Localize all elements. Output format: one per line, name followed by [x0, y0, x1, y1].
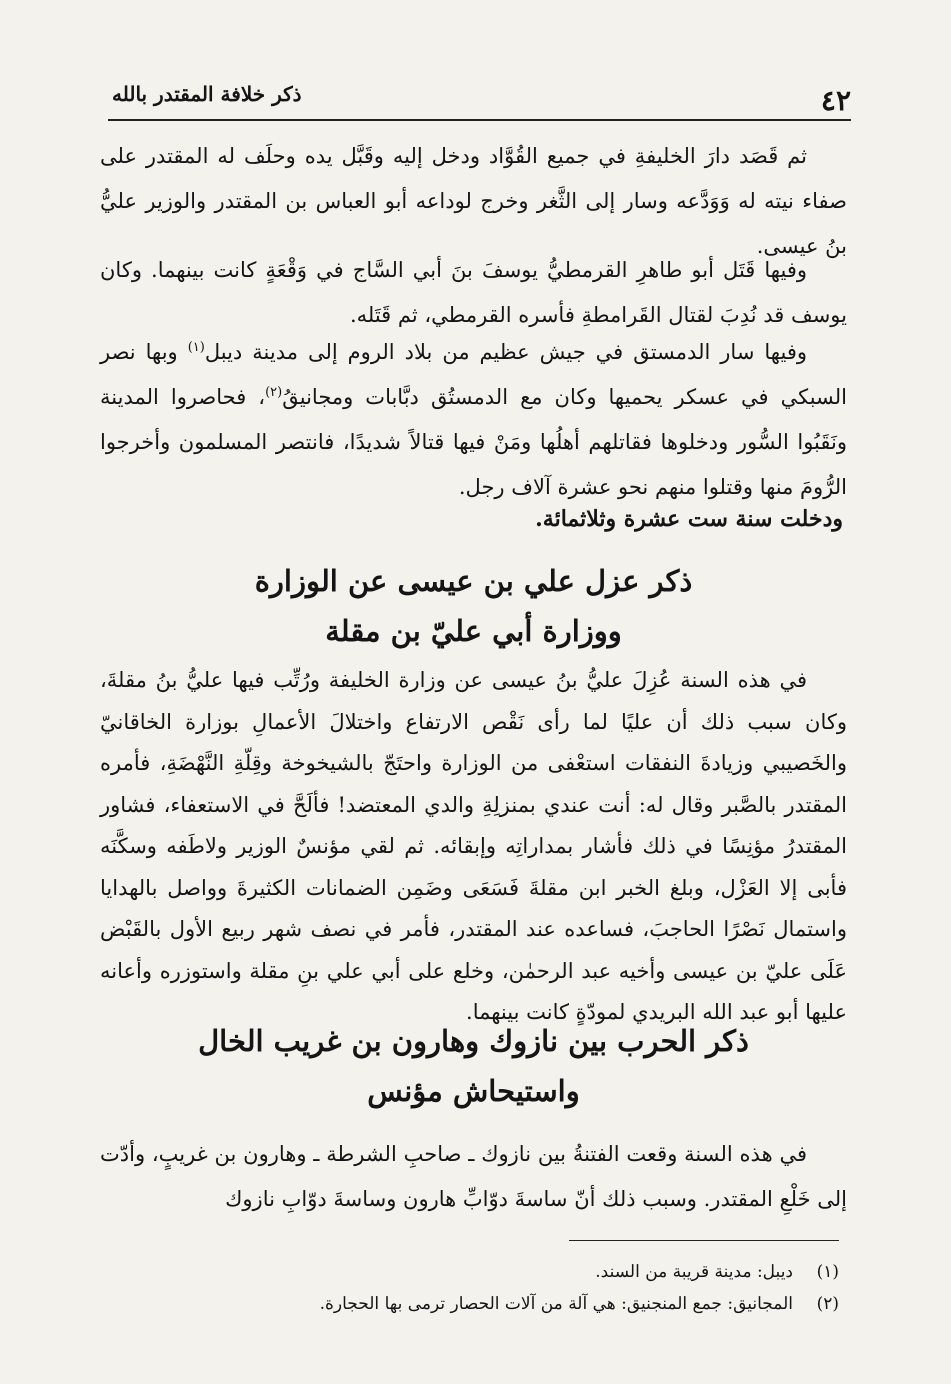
paragraph-3-text-b: وبها نصر السبكي في عسكر يحميها وكان مع الدمستُق دبَّابات ومجانيقُ	[100, 340, 847, 409]
running-title: ذكر خلافة المقتدر بالله	[112, 82, 302, 106]
section-heading-2-line-2: واستيحاش مؤنس	[367, 1074, 580, 1108]
paragraph-3	[100, 330, 847, 510]
footnote-text: ديبل: مدينة قريبة من السند.	[595, 1262, 793, 1282]
footnote-ref-1: (١)	[187, 340, 205, 355]
footnote-rule	[569, 1240, 839, 1241]
section-heading-1-line-1: ذكر عزل علي بن عيسى عن الوزارة	[254, 564, 693, 598]
section-heading-2	[100, 1016, 847, 1116]
running-header	[112, 72, 851, 117]
footnote-number: (٢)	[816, 1294, 839, 1314]
paragraph-3-text-a: وفيها سار الدمستق في جيش عظيم من بلاد الروم إلى مدينة ديبل	[204, 340, 807, 364]
footnotes	[100, 1256, 839, 1320]
page-number: ٤٢	[820, 84, 851, 117]
section-heading-1-line-2: ووزارة أبي عليّ بن مقلة	[325, 614, 622, 648]
paragraph-1: ثم قَصَد دارَ الخليفةِ في جميع القُوَّاد ودخل إليه وقَبَّل يده وحلَف له المقتدر على صفاء نيته له وَوَدَّعه وسار إلى الثَّغر وخرج لوداعه أبو العباس بن المقتدر والوزير عليُّ بنُ عيسى.	[100, 144, 847, 258]
footnote-text: المجانيق: جمع المنجنيق: هي آلة من آلات الحصار ترمى بها الحجارة.	[319, 1294, 793, 1314]
section-heading-2-line-1: ذكر الحرب بين نازوك وهارون بن غريب الخال	[198, 1024, 749, 1058]
header-rule	[108, 119, 851, 121]
paragraph-3-text-c: ، فحاصروا المدينة ونَقَبُوا السُّور ودخلوها فقاتلهم أهلُها ومَنْ فيها قتالاً شديدًا، فانتصر المسلمون وأخرجوا الرُّومَ منها وقتلوا منهم نحو عشرة آلاف رجل.	[100, 385, 847, 499]
footnote-1	[100, 1256, 839, 1288]
section-heading-1	[100, 556, 847, 656]
paragraph-4: في هذه السنة عُزِلَ عليُّ بنُ عيسى عن وزارة الخليفة ورُتِّب فيها عليُّ بنُ مقلةَ، وكان سبب ذلك أن عليًا لما رأى نَقْص الارتفاع واختلالَ الأعمالِ بوزارة الخاقانيّ والخَصيبي وزيادةَ النفقات استعْفى من الوزارة واحتَجّ بالشيخوخة وقِلّةِ النَّهْضَةِ، فأمره المقتدر بالصَّبر وقال له: أنت عندي بمنزلِةِ والدي المعتضد! فألَحَّ في الاستعفاء، فشاور المقتدرُ مؤنِسًا في ذلك فأشار بمداراتِه وإبقائه. ثم لقي مؤنسٌ الوزير ولاطَفه وسكَّنَه فأبى إلا العَزْل، وبلغ الخبر ابن مقلةَ فَسَعَى وضَمِن الضمانات الكثيرةَ وواصل بالهدايا واستمال نَصْرًا الحاجبَ، فساعده عند المقتدر، فأمر في نصف شهر ربيع الأول بالقَبْض عَلَى عليّ بن عيسى وأخيه عبد الرحمٰن، وخلع على أبي علي بنِ مقلة واستوزره وأعانه عليها أبو عبد الله البريدي لمودّةٍ كانت بينهما.	[100, 668, 847, 1024]
footnote-number: (١)	[816, 1262, 839, 1282]
footnote-2	[100, 1288, 839, 1320]
paragraph-5: في هذه السنة وقعت الفتنةُ بين نازوك ـ صاحبِ الشرطة ـ وهارون بن غريبٍ، وأدّت إلى خَلْعِ المقتدر. وسبب ذلك أنّ ساسةَ دوّابِّ هارون وساسةَ دوّابِ نازوك	[100, 1142, 847, 1211]
year-entry: ودخلت سنة ست عشرة وثلاثمائة.	[535, 506, 843, 532]
paragraph-2: وفيها قَتَل أبو طاهرِ القرمطيُّ يوسفَ بنَ أبي السَّاج في وَقْعَةٍ كانت بينهما. وكان يوسف قد نُدِبَ لقتال القَرامطةِ فأسره القرمطي، ثم قَتَله.	[100, 258, 847, 327]
footnote-ref-2: (٢)	[265, 385, 283, 400]
